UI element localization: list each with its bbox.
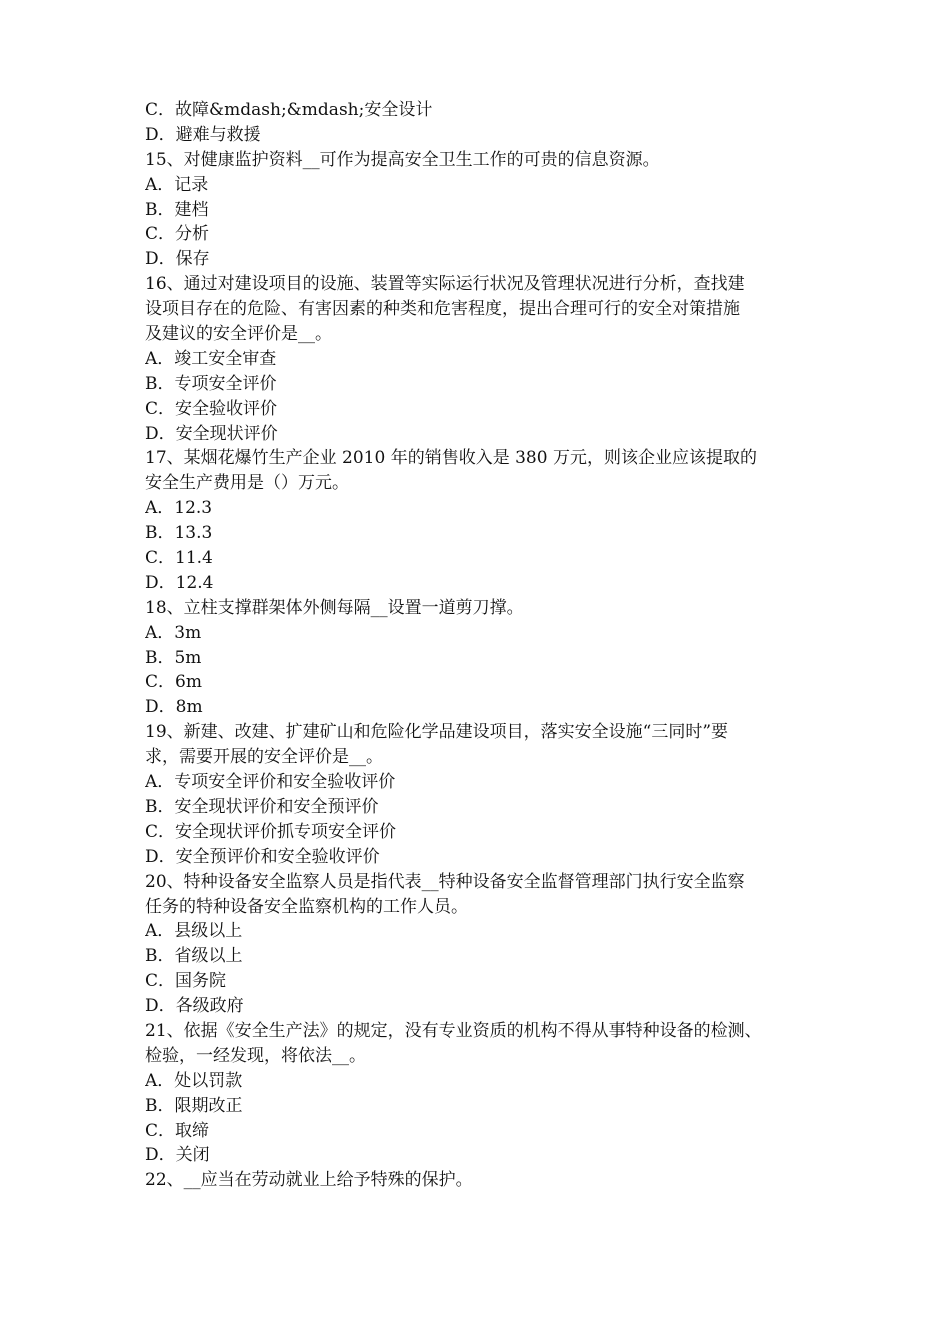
option-line: B．专项安全评价 <box>145 373 277 394</box>
option-line: D．关闭 <box>145 1145 210 1166</box>
option-line: A．3m <box>145 622 202 643</box>
question-text: 17、某烟花爆竹生产企业 2010 年的销售收入是 380 万元，则该企业应该提取的 <box>145 448 757 469</box>
option-line: A．竣工安全审查 <box>145 348 277 369</box>
option-line: D．8m <box>145 697 203 718</box>
question-text: 求，需要开展的安全评价是__。 <box>145 747 383 768</box>
option-line: B．限期改正 <box>145 1095 243 1116</box>
text-line: D．避难与救援 <box>145 124 261 145</box>
option-line: D．保存 <box>145 249 210 270</box>
option-line: D．12.4 <box>145 572 214 593</box>
option-line: C．分析 <box>145 224 210 245</box>
option-line: A．处以罚款 <box>145 1070 243 1091</box>
question-text: 安全生产费用是（）万元。 <box>145 473 349 494</box>
option-line: C．6m <box>145 672 202 693</box>
option-line: C．取缔 <box>145 1120 210 1141</box>
option-line: C．国务院 <box>145 971 227 992</box>
question-text: 检验，一经发现，将依法__。 <box>145 1045 366 1066</box>
option-line: D．各级政府 <box>145 996 244 1017</box>
question-text: 15、对健康监护资料__可作为提高安全卫生工作的可贵的信息资源。 <box>145 149 660 170</box>
option-line: C．安全现状评价抓专项安全评价 <box>145 821 397 842</box>
option-line: D．安全现状评价 <box>145 423 278 444</box>
option-line: A．县级以上 <box>145 921 243 942</box>
document-body <box>145 98 825 1193</box>
question-text: 20、特种设备安全监察人员是指代表__特种设备安全监督管理部门执行安全监察 <box>145 871 745 892</box>
question-text: 任务的特种设备安全监察机构的工作人员。 <box>145 896 468 917</box>
option-line: B．13.3 <box>145 523 213 544</box>
question-text: 设项目存在的危险、有害因素的种类和危害程度，提出合理可行的安全对策措施 <box>145 299 740 320</box>
option-line: B．安全现状评价和安全预评价 <box>145 796 379 817</box>
option-line: C．安全验收评价 <box>145 398 278 419</box>
text-line: C．故障&mdash;&mdash;安全设计 <box>145 100 433 120</box>
question-text: 18、立柱支撑群架体外侧每隔__设置一道剪刀撑。 <box>145 597 524 618</box>
question-text: 16、通过对建设项目的设施、装置等实际运行状况及管理状况进行分析，查找建 <box>145 274 745 295</box>
option-line: B．建档 <box>145 199 209 220</box>
question-text: 22、__应当在劳动就业上给予特殊的保护。 <box>145 1170 473 1191</box>
option-line: A．专项安全评价和安全验收评价 <box>145 772 396 793</box>
option-line: B．省级以上 <box>145 946 243 967</box>
option-line: D．安全预评价和安全验收评价 <box>145 846 380 867</box>
question-text: 19、新建、改建、扩建矿山和危险化学品建设项目，落实安全设施“三同时”要 <box>145 722 729 743</box>
option-line: C．11.4 <box>145 548 213 569</box>
question-text: 及建议的安全评价是__。 <box>145 324 332 345</box>
option-line: A．12.3 <box>145 498 213 519</box>
option-line: B．5m <box>145 647 202 668</box>
option-line: A．记录 <box>145 174 209 195</box>
question-text: 21、依据《安全生产法》的规定，没有专业资质的机构不得从事特种设备的检测、 <box>145 1020 762 1041</box>
